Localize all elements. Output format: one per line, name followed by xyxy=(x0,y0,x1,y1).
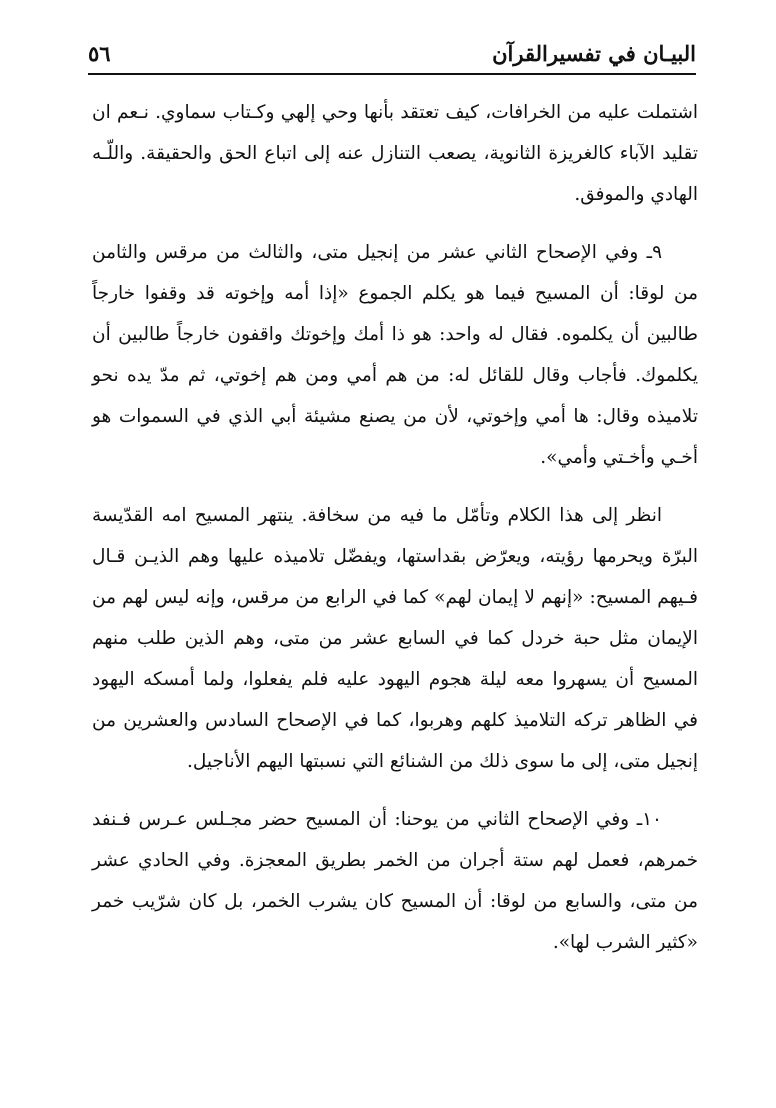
running-header xyxy=(88,38,696,70)
header-title: البيـان في تفسيرالقرآن xyxy=(492,41,696,66)
paragraph-commentary: انظر إلى هذا الكلام وتأمّل ما فيه من سخافة. ينتهر المسيح امه القدّيسة البرّة ويحرمها رؤيته، ويعرّض بقداستها، ويفضّل تلاميذه عليها وهم الذيـن قـال فـيهم المسيح: «إنهم لا إيمان لهم» كما في الرابع من مرقس، وإنه ليس لهم من الإيمان مثل حبة خردل كما في السابع عشر من متى، وهم الذين طلب منهم المسيح أن يسهروا معه ليلة هجوم اليهود عليه فلم يفعلوا، ولما أمسكه اليهود في الظاهر تركه التلاميذ كلهم وهربوا، كما في الإصحاح السادس والعشرين من إنجيل متى، إلى ما سوى ذلك من الشنائع التي نسبتها اليهم الأناجيل. xyxy=(92,505,698,772)
paragraph-continuation: اشتملت عليه من الخرافات، كيف تعتقد بأنها وحي إلهي وكـتاب سماوي. نـعم ان تقليد الآباء كالغريزة الثانوية، يصعب التنازل عنه إلى اتباع الحق والحقيقة. واللّـه الهادي والموفق. xyxy=(92,102,698,205)
paragraph-item-9: ٩ـ وفي الإصحاح الثاني عشر من إنجيل متى، والثالث من مرقس والثامن من لوقا: أن المسيح فيما هو يكلم الجموع «إذا أمه وإخوته قد وقفوا خارجاً طالبين أن يكلموه. فقال له واحد: هو ذا أمك وإخوتك واقفون خارجاً طالبين أن يكلموك. فأجاب وقال للقائل له: من هم أمي ومن هم إخوتي، ثم مدّ يده نحو تلاميذه وقال: ها أمي وإخوتي، لأن من يصنع مشيئة أبي الذي في السموات هو أخـي وأخـتي وأمي». xyxy=(92,242,698,468)
body-text xyxy=(92,92,698,980)
paragraph-item-10: ١٠ـ وفي الإصحاح الثاني من يوحنا: أن المسيح حضر مجـلس عـرس فـنفد خمرهم، فعمل لهم ستة أجران من الخمر بطريق المعجزة. وفي الحادي عشر من متى، والسابع من لوقا: أن المسيح كان يشرب الخمر، بل كان شرّيب خمر «كثير الشرب لها». xyxy=(92,809,698,953)
header-rule xyxy=(88,73,696,75)
page-number: ٥٦ xyxy=(88,41,111,66)
